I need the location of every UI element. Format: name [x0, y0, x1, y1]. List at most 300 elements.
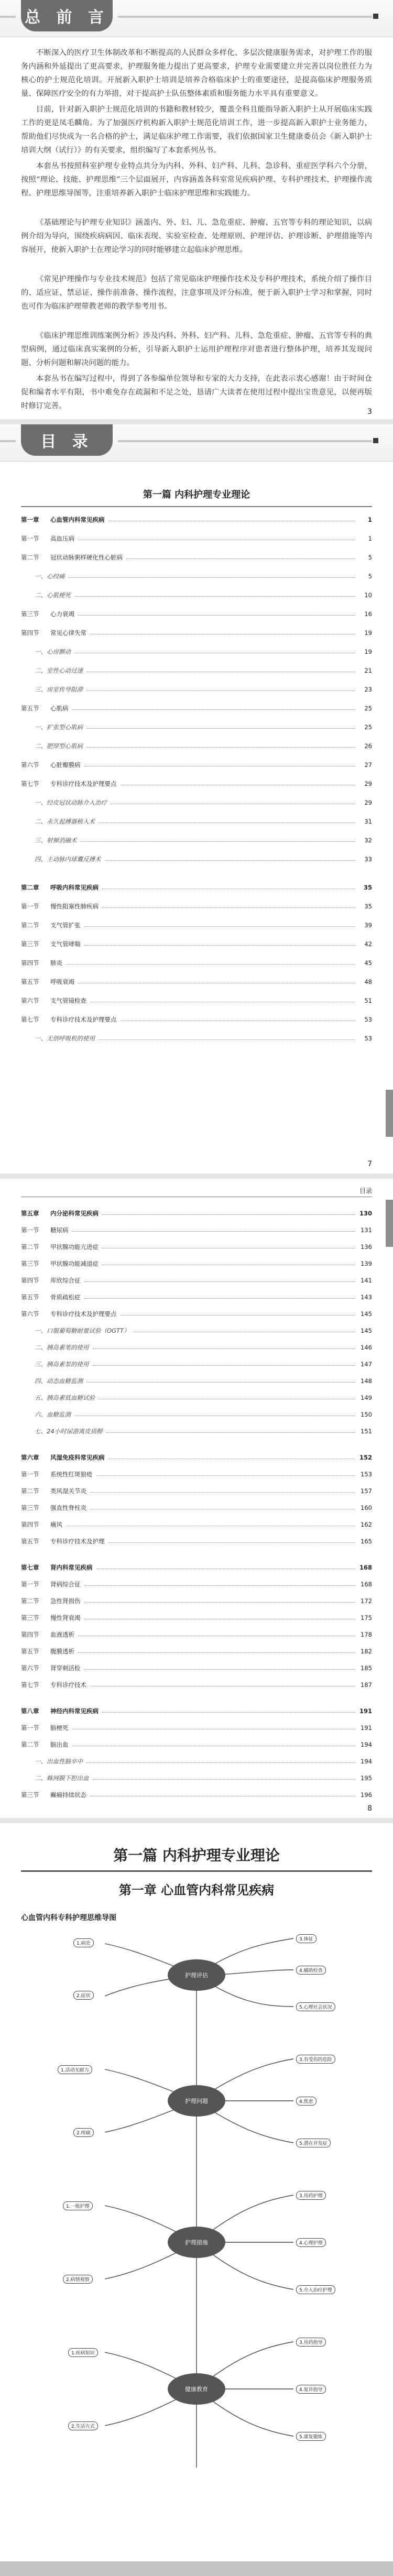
banner-square-icon [373, 14, 378, 19]
toc-entry-label: 第五节 [21, 1647, 39, 1655]
toc-entry-label: 第二节 [21, 553, 39, 561]
toc-entry[interactable] [21, 590, 372, 600]
mindmap-label: 2.生活方式 [68, 2421, 98, 2430]
preface-page [0, 0, 393, 419]
toc-entry-label: 第六节 [21, 996, 39, 1004]
toc-entry-page: 32 [364, 836, 372, 844]
toc-entry-title: 一、心房颤动 [21, 648, 73, 656]
toc-entry[interactable] [21, 1242, 372, 1252]
toc-entry-title: 四、动态血糖监测 [21, 1377, 85, 1385]
toc-entry[interactable] [21, 1208, 372, 1218]
mindmap-label: 5.介入治疗护理 [296, 2285, 335, 2294]
toc-leader-dots [86, 728, 355, 729]
toc-entry[interactable] [21, 977, 372, 986]
toc-entry[interactable] [21, 1536, 372, 1546]
toc-entry-title: 第二节 支气管扩张 [21, 921, 83, 929]
toc-entry[interactable] [21, 514, 372, 524]
toc-entry[interactable] [21, 1033, 372, 1043]
toc-entry[interactable] [21, 1258, 372, 1268]
toc-leader-dots [105, 860, 355, 861]
toc-leader-dots [121, 1315, 355, 1316]
toc-entry-title: 第一节 糖尿病 [21, 1226, 71, 1234]
toc-entry-page: 5 [368, 553, 372, 561]
page-number: 7 [367, 1160, 372, 1168]
preface-banner [0, 0, 393, 37]
toc-entry-label: 第一节 [21, 1226, 39, 1234]
toc-entry[interactable] [21, 1486, 372, 1496]
page-gap [0, 1818, 393, 1823]
toc-entry-label: 第四节 [21, 1520, 39, 1528]
toc-entry-page: 153 [361, 1470, 372, 1478]
toc-entry-page: 141 [361, 1276, 372, 1284]
toc-entry[interactable] [21, 1706, 372, 1716]
toc-entry[interactable] [21, 1723, 372, 1733]
toc-entry[interactable] [21, 1739, 372, 1749]
toc-entry-label: 第五章 [21, 1209, 39, 1217]
toc-leader-dots [96, 1475, 355, 1476]
toc-entry-title: 第四节 常见心律失常 [21, 629, 89, 637]
toc-entry-title: 二、胰岛素笔的使用 [21, 1343, 91, 1352]
toc-entry[interactable] [21, 1014, 372, 1024]
toc-entry[interactable] [21, 760, 372, 770]
toc-entry-title: 一、无创呼吸机的使用 [21, 1034, 97, 1043]
toc-entry-page: 53 [364, 1015, 372, 1023]
toc-entry-page: 165 [361, 1537, 372, 1545]
toc-entry[interactable] [21, 722, 372, 732]
toc-entry-title: 第三节 慢性肾衰竭 [21, 1614, 83, 1622]
toc-entry[interactable] [21, 835, 372, 845]
toc-leader-dots [78, 615, 355, 616]
toc-entry-page: 25 [364, 723, 372, 731]
toc-entry[interactable] [21, 816, 372, 826]
toc-entry[interactable] [21, 1680, 372, 1690]
toc-entry-page: 185 [361, 1664, 372, 1672]
toc-entry[interactable] [21, 609, 372, 619]
toc-leader-dots [84, 926, 355, 927]
toc-entry-title: 第七章 肾内科常见疾病 [21, 1563, 95, 1572]
toc-entry-title: 第三节 强直性脊柱炎 [21, 1504, 89, 1512]
toc-entry-label: 第八章 [21, 1707, 39, 1715]
toc-entry-title: 第三节 心力衰竭 [21, 610, 77, 618]
toc-entry-title: 第二章 呼吸内科常见疾病 [21, 883, 101, 892]
toc-entry[interactable] [21, 1342, 372, 1352]
toc-entry-title: 第一节 脑梗死 [21, 1724, 71, 1732]
toc-leader-dots [72, 1231, 355, 1232]
mindmap-label: 2.症状 [73, 1991, 94, 2000]
mindmap-label: 5.康复锻炼 [296, 2432, 326, 2441]
toc-entry-title: 一、心绞痛 [21, 572, 67, 580]
toc-entry-page: 143 [361, 1293, 372, 1301]
toc-entry[interactable] [21, 1359, 372, 1369]
toc-leader-dots [69, 577, 355, 578]
toc-entry[interactable] [21, 882, 372, 892]
toc-entry[interactable] [21, 1325, 372, 1335]
preface-title: 总 前 言 [21, 0, 113, 31]
toc-entry[interactable] [21, 1629, 372, 1639]
toc-entry-page: 131 [361, 1226, 372, 1234]
toc-leader-dots [108, 1542, 355, 1543]
toc-entry-page: 139 [361, 1259, 372, 1267]
toc-entry-title: 第五节 专科诊疗技术及护理 [21, 1537, 107, 1545]
toc-entry-label: 第三节 [21, 1791, 39, 1799]
toc-entry[interactable] [21, 1579, 372, 1589]
toc-entry-page: 194 [361, 1757, 372, 1765]
toc-entry-label: 第二节 [21, 1597, 39, 1605]
toc-entry-page: 39 [364, 921, 372, 929]
toc-entry[interactable] [21, 1225, 372, 1235]
toc-entry[interactable] [21, 797, 372, 807]
toc-entry[interactable] [21, 1292, 372, 1302]
toc-entry[interactable] [21, 854, 372, 864]
toc-entry-page: 1 [367, 516, 372, 523]
toc-entry-page: 45 [364, 959, 372, 967]
side-tab [386, 1090, 393, 1137]
toc-entry-title: 第一节 高血压病 [21, 534, 77, 543]
banner-square-icon [373, 438, 378, 443]
toc-leader-dots [126, 558, 355, 559]
toc-entry-page: 157 [361, 1487, 372, 1495]
toc-entry[interactable] [21, 1613, 372, 1623]
toc-entry-page: 27 [364, 761, 372, 769]
toc-entry[interactable] [21, 741, 372, 751]
toc-entry-page: 10 [364, 591, 372, 599]
toc-entry-title: 第一节 肾病综合征 [21, 1580, 83, 1588]
toc-entry-page: 5 [368, 572, 372, 580]
part-title: 第一篇 内科护理专业理论 [113, 1847, 280, 1864]
toc-leader-dots [84, 1602, 355, 1603]
toc-entry[interactable] [21, 1376, 372, 1386]
toc-page-continued [0, 1179, 393, 1818]
toc-entry-label: 第五节 [21, 704, 39, 712]
toc-entry-page: 195 [361, 1774, 372, 1782]
toc-entry-title: 第六节 专科诊疗技术及护理要点 [21, 1310, 119, 1318]
mindmap-node-measures: 护理措施 [168, 2227, 225, 2258]
toc-rule [21, 506, 372, 507]
mindmap-label: 2.病情观察 [63, 2275, 93, 2284]
mindmap-label: 1.活动无耐力 [58, 2065, 92, 2074]
toc-leader-dots [99, 1039, 355, 1040]
page-gap [0, 1174, 393, 1179]
toc-entry[interactable] [21, 533, 372, 543]
mindmap-label: 3.用药护理 [296, 2191, 326, 2200]
mindmap-node-problems: 护理问题 [168, 2085, 225, 2117]
mindmap-label: 4.复诊指导 [296, 2385, 326, 2394]
toc-entry-label: 第七节 [21, 1015, 39, 1023]
toc-entry-title: 第六章 风湿免疫科常见疾病 [21, 1453, 107, 1462]
banner-line-left [0, 16, 16, 18]
preface-paragraph: 《临床护理思维训练案例分析》涉及内科、外科、妇产科、儿科、急危重症、肿瘤、五官等专科的典型病例，通过临床真实案例的分析，引导新入职护士运用护理程序对患者进行整体护理，培养其发现问题、分析问题和解决问题的能力。 [21, 332, 372, 367]
toc-entry-title: 三、射频消融术 [21, 836, 79, 845]
mindmap-node-assessment: 护理评估 [168, 1959, 225, 1991]
toc-entry[interactable] [21, 1503, 372, 1512]
toc-entry[interactable] [21, 1596, 372, 1606]
running-header: 目录 [359, 1187, 372, 1194]
toc-entry-title: 第七节 专科诊疗技术及护理要点 [21, 1015, 119, 1024]
toc-entry[interactable] [21, 779, 372, 788]
toc-entry-title: 第一节 慢性阻塞性肺疾病 [21, 902, 101, 911]
toc-entry-label: 第二节 [21, 1243, 39, 1251]
toc-entry-page: 152 [359, 1453, 372, 1461]
toc-entry-page: 53 [364, 1034, 372, 1042]
toc-entry-page: 196 [361, 1791, 372, 1799]
toc-entry-label: 第六节 [21, 761, 39, 769]
page-number: 3 [367, 408, 372, 416]
toc-leader-dots [86, 1762, 355, 1763]
toc-entry-page: 26 [364, 742, 372, 750]
mindmap-label: 4.辅助检查 [296, 1966, 326, 1975]
toc-entry-title: 第二节 类风湿关节炎 [21, 1487, 89, 1495]
toc-entry-label: 第三节 [21, 610, 39, 618]
toc-entry[interactable] [21, 901, 372, 911]
toc-entry-title: 第六节 肾穿刺活检 [21, 1664, 83, 1672]
toc-entry-page: 191 [361, 1724, 372, 1731]
toc-entry[interactable] [21, 1393, 372, 1402]
mindmap-label: 3.体征 [296, 1934, 316, 1943]
toc-entry-title: 第七节 专科诊疗技术及护理要点 [21, 780, 119, 788]
preface-paragraph: 本套丛书按照科室护理专业特点共分为内科、外科、妇产科、儿科、急诊科、重症医学科六个分册，按照“理论、技能、护理思维”三个层面展开，内容涵盖各科室常见疾病护理、专科护理技术、护理操作流程、护理思维导图等，注重培养新入职护士临床护理思维和实践能力。 [21, 162, 372, 198]
toc-leader-dots [84, 1298, 355, 1299]
toc-entry-label: 第一节 [21, 1724, 39, 1731]
toc-entry-page: 175 [361, 1614, 372, 1621]
toc-entry-title: 第五节 骨质疏松症 [21, 1293, 83, 1301]
toc-entry-label: 第一节 [21, 534, 39, 542]
toc-entry[interactable] [21, 939, 372, 949]
toc-entry[interactable] [21, 1426, 372, 1436]
toc-entry-page: 145 [361, 1310, 372, 1318]
toc-entry-title: 第五章 内分泌科常见疾病 [21, 1209, 101, 1218]
toc-entry[interactable] [21, 703, 372, 713]
toc-entry-page: 151 [361, 1427, 372, 1435]
toc-entry[interactable] [21, 1646, 372, 1656]
page-gap [0, 419, 393, 424]
toc-leader-dots [84, 1669, 355, 1670]
toc-entry-title: 第五节 腹膜透析 [21, 1647, 77, 1656]
toc-leader-dots [102, 1214, 355, 1215]
toc-entry-title: 第四节 肺炎 [21, 959, 64, 967]
toc-entry-label: 第二节 [21, 1487, 39, 1495]
toc-entry-label: 第一节 [21, 1580, 39, 1588]
toc-entry-title: 第五节 心肌病 [21, 704, 71, 712]
toc-entry-title: 第一章 心血管内科常见疾病 [21, 516, 107, 524]
toc-title: 目 录 [21, 424, 113, 456]
toc-entry-title: 第二节 脑出血 [21, 1740, 71, 1749]
toc-entry-page: 1 [368, 534, 372, 542]
toc-leader-dots [93, 1365, 355, 1366]
toc-entry-page: 31 [364, 817, 372, 825]
toc-entry[interactable] [21, 1409, 372, 1419]
toc-entry-title: 第三节 支气管哮喘 [21, 940, 83, 948]
mindmap-label: 4.焦虑 [296, 2097, 316, 2106]
toc-entry-page: 48 [364, 978, 372, 985]
toc-entry-label: 第二节 [21, 921, 39, 929]
toc-entry-page: 19 [364, 629, 372, 637]
toc-entry[interactable] [21, 1309, 372, 1319]
toc-entry-page: 149 [361, 1394, 372, 1401]
toc-entry-page: 168 [359, 1563, 372, 1571]
toc-entry[interactable] [21, 665, 372, 675]
toc-entry[interactable] [21, 552, 372, 562]
banner-line-right [118, 16, 372, 18]
toc-leader-dots [86, 1382, 355, 1383]
toc-entry-label: 第六节 [21, 1664, 39, 1672]
toc-entry-label: 第七节 [21, 780, 39, 787]
toc-entry-title: 一、经皮冠状动脉介入治疗 [21, 798, 109, 807]
toc-entry-label: 第二节 [21, 1740, 39, 1748]
toc-leader-dots [81, 841, 355, 842]
toc-entry-label: 第一节 [21, 1470, 39, 1478]
toc-entry[interactable] [21, 1519, 372, 1529]
toc-entry-title: 第三节 甲状腺功能减退症 [21, 1259, 101, 1268]
title-rule [21, 1870, 372, 1872]
toc-entry-page: 160 [361, 1504, 372, 1511]
toc-entry-page: 162 [361, 1520, 372, 1528]
toc-entry[interactable] [21, 1452, 372, 1462]
toc-entry-title: 一、出血性脑卒中 [21, 1757, 85, 1766]
toc-entry[interactable] [21, 684, 372, 694]
toc-entry-title: 第七节 专科诊疗技术 [21, 1681, 89, 1689]
toc-entry-title: 一、口服葡萄糖耐量试验（OGTT） [21, 1327, 132, 1335]
mindmap-label: 5.心理社会状况 [296, 2002, 335, 2011]
mindmap-label: 4.心理护理 [296, 2238, 326, 2247]
toc-entry[interactable] [21, 1275, 372, 1285]
banner-line-right [118, 440, 372, 442]
toc-part-title: 第一篇 内科护理专业理论 [143, 489, 250, 500]
toc-entry-page: 21 [364, 666, 372, 674]
bottom-strip [0, 2561, 393, 2576]
preface-paragraph: 《常见护理操作与专业技术规范》包括了常见临床护理操作技术及专科护理技术，系统介绍了操作目的、适应证、禁忌证、操作前准备、操作流程、注意事项及评分标准，便于新入职护士学习和掌握，同时也可作为临床护理带教老师的教学参考用书。 [21, 275, 372, 311]
toc-entry-page: 51 [364, 996, 372, 1004]
toc-leader-dots [102, 907, 355, 908]
toc-leader-dots [86, 690, 355, 691]
toc-entry[interactable] [21, 995, 372, 1005]
toc-entry-title: 第二节 急性肾损伤 [21, 1597, 83, 1605]
mindmap-node-education: 健康教育 [168, 2373, 225, 2405]
toc-entry-title: 第六节 心脏瓣膜病 [21, 761, 83, 769]
toc-entry-label: 第三节 [21, 1614, 39, 1621]
toc-entry[interactable] [21, 1756, 372, 1766]
toc-entry-label: 第六节 [21, 1310, 39, 1318]
toc-entry-page: 23 [364, 685, 372, 693]
toc-entry-title: 第四节 血液透析 [21, 1630, 77, 1639]
toc-entry-page: 187 [361, 1681, 372, 1689]
toc-entry-label: 第五节 [21, 1293, 39, 1301]
toc-leader-dots [78, 1652, 355, 1653]
toc-leader-dots [84, 1281, 355, 1282]
toc-entry-label: 第四节 [21, 1276, 39, 1284]
mindmap-label: 3.有受伤的危险 [296, 2055, 335, 2064]
toc-entry-label: 第四节 [21, 959, 39, 967]
toc-entry-page: 130 [359, 1209, 372, 1217]
toc-entry-title: 二、肥厚型心肌病 [21, 742, 85, 750]
mindmap-label: 2.疼痛 [73, 2128, 94, 2137]
mindmap-diagram [0, 1928, 393, 2504]
toc-entry-page: 191 [359, 1707, 372, 1715]
toc-entry[interactable] [21, 1469, 372, 1479]
toc-leader-dots [86, 747, 355, 748]
toc-leader-dots [84, 1585, 355, 1586]
toc-entry-page: 182 [361, 1647, 372, 1655]
toc-entry[interactable] [21, 1663, 372, 1673]
toc-entry-page: 150 [361, 1410, 372, 1418]
toc-entry-title: 六、血糖监测 [21, 1410, 73, 1419]
toc-entry-label: 第三节 [21, 1259, 39, 1267]
toc-entry-page: 178 [361, 1630, 372, 1638]
mindmap-label: 5.潜在并发症 [296, 2139, 331, 2147]
toc-leader-dots [106, 1432, 355, 1433]
toc-entry[interactable] [21, 628, 372, 638]
toc-entry-label: 第七节 [21, 1681, 39, 1689]
toc-entry-page: 172 [361, 1597, 372, 1605]
toc-leader-dots [72, 709, 355, 710]
preface-paragraph: 目前，针对新入职护士规范化培训的书籍和教材较少，覆盖全科且能指导新入职护士从开展临床实践工作的更是凤毛麟角。为了加强医疗机构新入职护士规范化培训工作，进一步提高新入职护士业务能力，帮助他们尽快成为一名合格的护士，满足临床护理工作需要，我们依据国家卫生健康委员会《新入职护士培训大纲（试行）》的有关要求，组织编写了本套系列丛书。 [21, 105, 372, 155]
toc-entry[interactable] [21, 958, 372, 968]
toc-entry-title: 二、室性心动过速 [21, 666, 85, 675]
toc-entry[interactable] [21, 646, 372, 656]
toc-entry-title: 第四节 库欣综合征 [21, 1276, 83, 1285]
toc-entry-title: 第六节 支气管镜检查 [21, 996, 89, 1005]
toc-entry-page: 25 [364, 704, 372, 712]
toc-leader-dots [93, 1779, 355, 1780]
toc-banner [0, 424, 393, 462]
toc-entry-title: 二、永久起搏器植入术 [21, 817, 97, 826]
toc-entry-title: 第四节 痛风 [21, 1520, 64, 1529]
toc-entry-title: 第二节 甲状腺功能亢进症 [21, 1243, 101, 1251]
toc-entry[interactable] [21, 1773, 372, 1783]
toc-entry-page: 35 [364, 902, 372, 910]
toc-leader-dots [74, 596, 355, 597]
toc-entry-title: 第三节 癫痫持续状态 [21, 1791, 89, 1799]
toc-entry-title: 二、心肌梗死 [21, 591, 73, 599]
toc-entry-title: 三、胰岛素泵的使用 [21, 1360, 91, 1368]
toc-leader-dots [90, 1492, 355, 1493]
preface-paragraph: 不断深入的医疗卫生体制改革和不断提高的人民群众多样化、多层次健康服务需求，对护理工作的服务内涵和外延提出了更高要求，护理服务能力提出了更高要求，护理专业需要建立并完善以岗位胜任力为核心的护士规范化培训。开展新入职护士培训是培养合格临床护士的重要途径，是提高临床护理服务质量、保障医疗安全的有力举措，对于提高护士队伍整体素质和服务能力水平具有重要意义。 [21, 49, 372, 98]
chapter-title: 第一章 心血管内科常见疾病 [118, 1883, 275, 1898]
toc-entry-page: 29 [364, 798, 372, 806]
side-tab [386, 1200, 393, 1247]
banner-line-left [0, 440, 16, 442]
toc-leader-dots [84, 945, 355, 946]
toc-entry-page: 136 [361, 1243, 372, 1251]
toc-leader-dots [102, 1712, 355, 1713]
toc-entry[interactable] [21, 1790, 372, 1800]
toc-entry-page: 168 [361, 1580, 372, 1588]
toc-entry-page: 35 [363, 883, 372, 891]
page-number: 8 [367, 1804, 372, 1813]
toc-entry-title: 第一节 系统性红斑狼疮 [21, 1470, 95, 1478]
toc-entry-page: 194 [361, 1740, 372, 1748]
toc-entry[interactable] [21, 920, 372, 930]
mindmap-label: 1.病史 [73, 1938, 94, 1947]
mindmap-label: 3.用药指导 [296, 2338, 326, 2347]
toc-entry-label: 第三节 [21, 1504, 39, 1511]
toc-entry-page: 147 [361, 1360, 372, 1368]
toc-entry-page: 145 [361, 1327, 372, 1334]
toc-entry-title: 一、扩张型心肌病 [21, 723, 85, 731]
toc-entry-page: 42 [364, 940, 372, 948]
toc-entry-label: 第五节 [21, 1537, 39, 1545]
toc-entry-page: 16 [364, 610, 372, 618]
toc-entry-label: 第五节 [21, 978, 39, 985]
toc-entry-page: 29 [364, 780, 372, 787]
toc-entry[interactable] [21, 1562, 372, 1572]
toc-entry-page: 19 [364, 648, 372, 655]
toc-page [0, 424, 393, 1174]
toc-entry-label: 第四节 [21, 1630, 39, 1638]
toc-entry-label: 第三节 [21, 940, 39, 948]
mindmap-label: 1.一般护理 [63, 2201, 93, 2210]
toc-entry[interactable] [21, 571, 372, 581]
chapter-page [0, 1823, 393, 2576]
